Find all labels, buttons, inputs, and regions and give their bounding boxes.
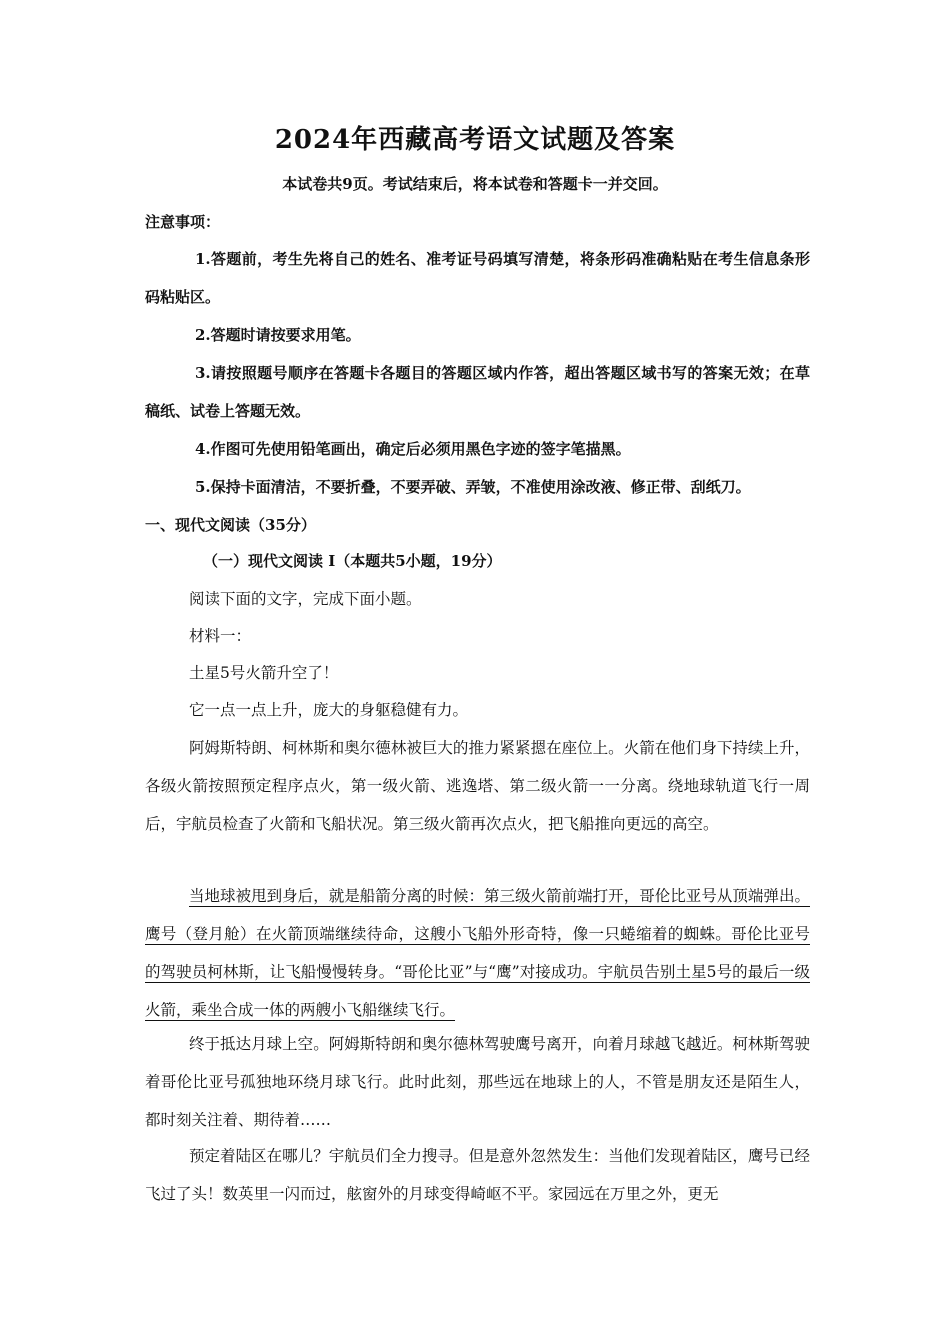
document-title: 2024年西藏高考语文试题及答案 [274,125,676,155]
subsection-heading: （一）现代文阅读 I（本题共5小题，19分） [203,552,502,570]
notice-item: 2.答题时请按要求用笔。 [195,326,361,344]
passage-paragraph-underlined [145,877,810,1029]
notice-item: 4.作图可先使用铅笔画出，确定后必须用黑色字迹的签字笔描黑。 [195,440,631,458]
document-subtitle: 本试卷共9页。考试结束后，将本试卷和答题卡一并交回。 [282,175,668,193]
underlined-passage-text: 当地球被甩到身后，就是船箭分离的时候：第三级火箭前端打开，哥伦比亚号从顶端弹出。鹰号（登月舱）在火箭顶端继续待命，这艘小飞船外形奇特，像一只蜷缩着的蜘蛛。哥伦比亚号的驾驶员柯林斯，让飞船慢慢转身。“哥伦比亚”与“鹰”对接成功。宇航员告别土星5号的最后一级火箭，乘坐合成一体的两艘小飞船继续飞行。 [145,887,810,1019]
passage-paragraph: 阿姆斯特朗、柯林斯和奥尔德林被巨大的推力紧紧摁在座位上。火箭在他们身下持续上升，各级火箭按照预定程序点火，第一级火箭、逃逸塔、第二级火箭一一分离。绕地球轨道飞行一周后，宇航员检查了火箭和飞船状况。第三级火箭再次点火，把飞船推向更远的高空。 [145,739,810,833]
passage-paragraph: 终于抵达月球上空。阿姆斯特朗和奥尔德林驾驶鹰号离开，向着月球越飞越近。柯林斯驾驶着哥伦比亚号孤独地环绕月球飞行。此时此刻，那些远在地球上的人，不管是朋友还是陌生人，都时刻关注着、期待着…… [145,1035,810,1129]
notice-item: 3.请按照题号顺序在答题卡各题目的答题区域内作答，超出答题区域书写的答案无效；在草稿纸、试卷上答题无效。 [145,364,810,420]
passage-paragraph: 土星5号火箭升空了！ [189,664,339,682]
section-heading: 一、现代文阅读（35分） [145,516,316,534]
material-label: 材料一： [189,627,252,645]
notice-item: 5.保持卡面清洁，不要折叠，不要弄破、弄皱，不准使用涂改液、修正带、刮纸刀。 [195,478,751,496]
notice-item: 1.答题前，考生先将自己的姓名、准考证号码填写清楚，将条形码准确粘贴在考生信息条形码粘贴区。 [145,250,810,306]
passage-paragraph: 预定着陆区在哪儿？宇航员们全力搜寻。但是意外忽然发生：当他们发现着陆区，鹰号已经飞过了头！数英里一闪而过，舷窗外的月球变得崎岖不平。家园远在万里之外，更无 [145,1147,810,1203]
passage-paragraph: 它一点一点上升，庞大的身躯稳健有力。 [189,701,469,719]
notice-heading: 注意事项： [145,213,221,231]
reading-instruction: 阅读下面的文字，完成下面小题。 [189,590,422,608]
